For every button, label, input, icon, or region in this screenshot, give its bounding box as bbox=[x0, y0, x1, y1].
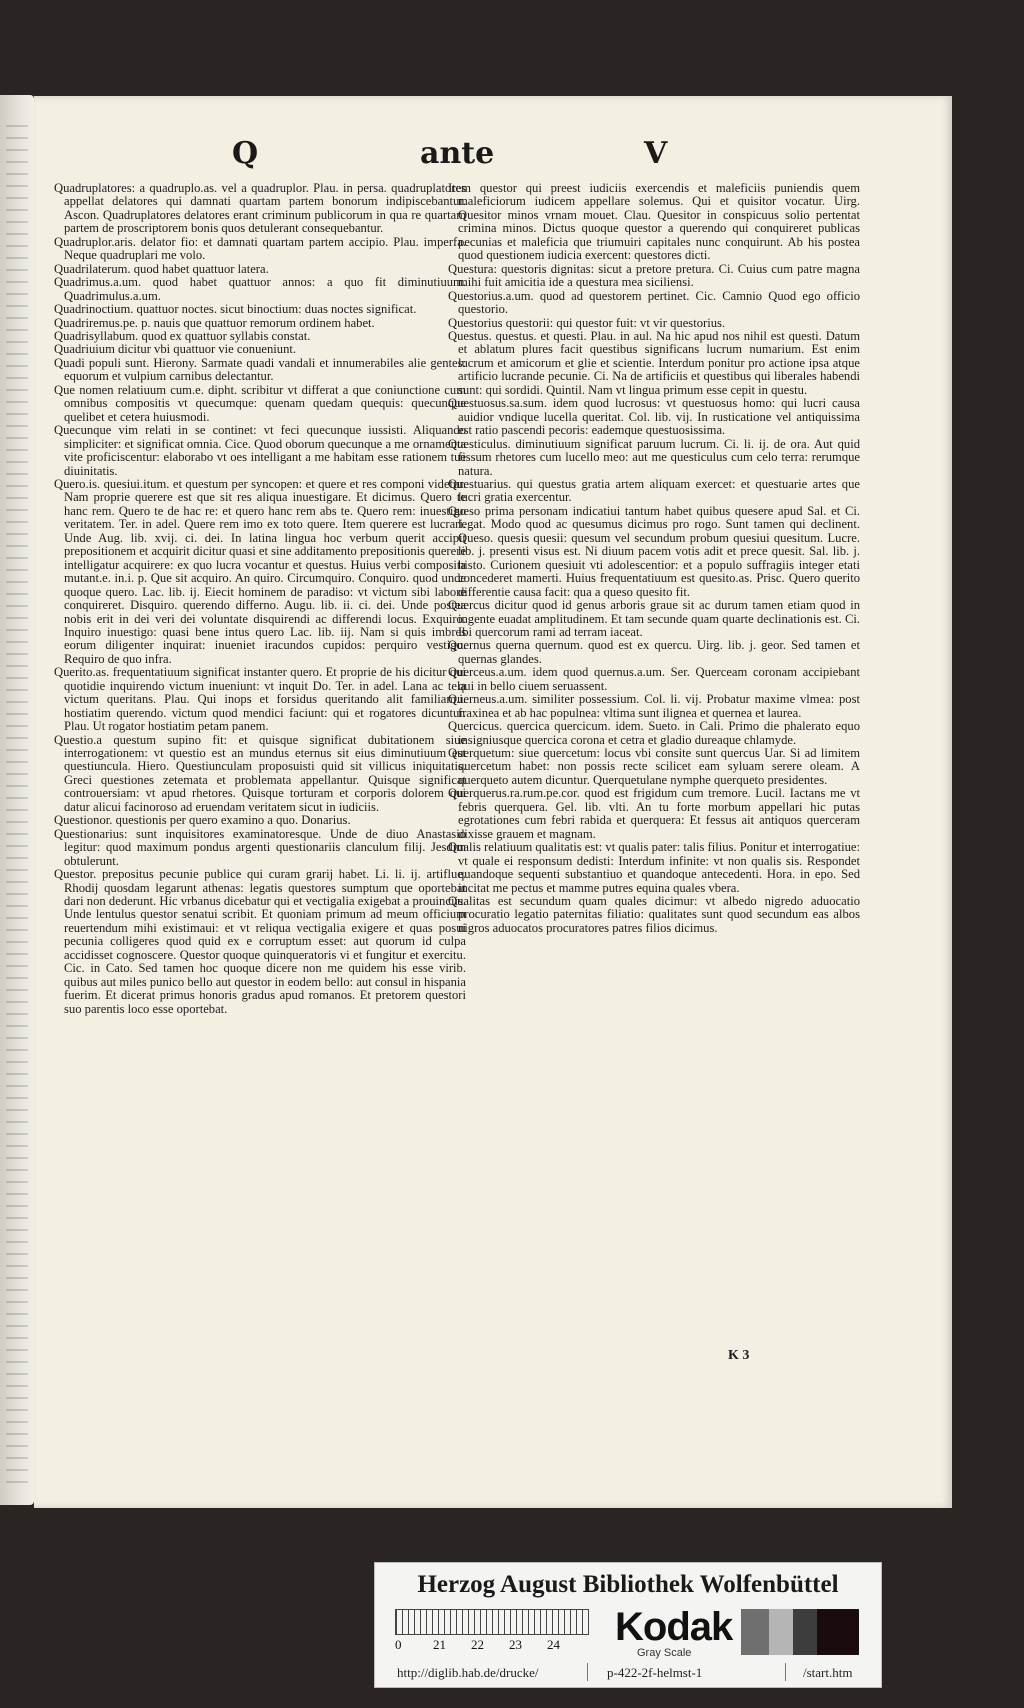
ruler-number: 21 bbox=[433, 1637, 446, 1652]
signature-mark: K 3 bbox=[728, 1348, 750, 1363]
dictionary-entry: Questus. questus. et questi. Plau. in aul. Na hic apud nos nihil est questi. Datum et ablatum plures facit questibus significans lucrum numarium. Est enim lucrum et amicorum et glie et scientie. Interdum ponitur pro actione ipsa atque artificio lucrande pecunie. Ci. Na de artificiis et questibus qui liberales habendi sunt: qui sordidi. Quintil. Nam vt lingua primum esse cepit in questu. bbox=[448, 328, 860, 397]
dictionary-entry: Questura: questoris dignitas: sicut a pretore pretura. Ci. Cuius cum patre magna mihi fuit amicitia ide a questura mea siciliensi. bbox=[448, 261, 860, 290]
ruler-number: 22 bbox=[471, 1637, 484, 1652]
dictionary-entry: Questionarius: sunt inquisitores examinatoresque. Unde de diuo Anastasio legitur: quod maximum pondus argenti questionariis clanculum filij. Jesdim obtulerunt. bbox=[54, 826, 466, 868]
dictionary-entry: Querito.as. frequentatiuum significat instanter quero. Et proprie de his dicitur qui quotidie inquirendo victum inueniunt: vt inquit Do. Ter. in adel. Lana ac tela victum queritans. Plau. Qui inops et forsidus queritando alit familiam.i. hostiatim querendo. victum quod mendici faciunt: qui et rogatores dicuntur. Plau. Ut rogator hostiatim petam panem. bbox=[54, 665, 466, 734]
ruler-number: 24 bbox=[547, 1637, 560, 1652]
adjacent-page-edge bbox=[0, 95, 34, 1505]
right-column bbox=[448, 182, 860, 935]
head-letter-left: Q bbox=[232, 136, 259, 171]
dictionary-entry: Querneus.a.um. similiter possessium. Col. li. vij. Probatur maxime vlmea: post fraxinea et ab hac populnea: vltima sunt ilignea et quernea et laurea. bbox=[448, 692, 860, 720]
dictionary-entry: Quadriremus.pe. p. nauis que quattuor remorum ordinem habet. bbox=[54, 315, 375, 330]
ruler-scale bbox=[395, 1609, 589, 1635]
dictionary-entry: Querquetum: siue quercetum: locus vbi consite sunt quercus Uar. Si ad limitem quercetum habet: non possis recte scilicet eam syluam serere oleam. A querqueto autem dicuntur. Querquetulane nymphe querqueto presidentes. bbox=[448, 746, 860, 787]
dictionary-entry: Queso prima personam indicatiui tantum habet quibus quesere apud Sal. et Ci. legat. Modo quod ac quesumus dicimus pro rogo. Sunt tamen qui declinent. Queso. quesis quesii: quesum vel secundum probum quesiui quesitum. Lucre. lib. j. presenti visus est. Ni diuum pacem votis adit et prece quesit. Sal. lib. j. histo. Curionem quesiuit vti adolescentior: et a populo suffragiis integer etati concederet mamerti. Huius frequentatiuum est quesito.as. Prisc. Quero querito differentie causa facit: qua a queso quesito fit. bbox=[448, 503, 860, 599]
color-target-card bbox=[374, 1562, 882, 1688]
dictionary-entry: Quadrinoctium. quattuor noctes. sicut binoctium: duas noctes significat. bbox=[54, 302, 417, 317]
head-letter-right: V bbox=[644, 136, 668, 171]
dictionary-entry: Item questor qui preest iudiciis exercendis et maleficiis puniendis quem maleficiorum iudicem appellare solemus. Qui et quisitor vocatur. Uirg. Quesitor minos vrnam mouet. Clau. Quesitor in conspicuus solio pertentat crimina minos. Dictus quoque questor a querendo qui conquireret publicas pecunias et maleficia que triumuiri capitales nunc conquirunt. Ab his postea quod questionem iudicia exercent: questores dicti. bbox=[448, 181, 860, 263]
dictionary-entry: Quecunque vim relati in se continet: vt feci quecunque iussisti. Aliquando simpliciter: et significat omnia. Cice. Quod oborum quecunque a me ornamenta vite proficiscentur: elaborabo vt oes intelligant a me habitam esse rationem tue diuinitatis. bbox=[54, 423, 466, 478]
dictionary-entry: Questorius.a.um. quod ad questorem pertinet. Cic. Camnio Quod ego officio questorio. bbox=[448, 288, 860, 317]
head-word-center: ante bbox=[420, 136, 495, 171]
dictionary-entry: Querceus.a.um. idem quod quernus.a.um. Ser. Querceam coronam accipiebant qui in bello ciuem seruassent. bbox=[448, 665, 860, 693]
left-column bbox=[54, 182, 466, 1016]
adjacent-page-lines bbox=[6, 115, 28, 1485]
source-url: http://diglib.hab.de/drucke/ bbox=[397, 1665, 539, 1680]
dictionary-entry: Questorius questorii: qui questor fuit: vt vir questorius. bbox=[448, 315, 726, 330]
gray-patch bbox=[793, 1609, 817, 1655]
dictionary-entry: Quero.is. quesiui.itum. et questum per syncopen: et quere et res componi videtur. Nam proprie querere est que sit res aliqua inuestigare. Et dicimus. Quero te hanc rem. Quero te de hac re: et quero hanc rem abs te. Quero rem: inuestigo veritatem. Ter. in adel. Quere rem imo ex toto quere. Item querere est lucrari. Unde Aug. lib. xvij. ci. dei. In latina lingua hoc verbum querit accipit prepositionem et acquirit dicitur quasi et sine additamento prepositionis querere intelligatur acquirere: ex quo lucra vocantur et questus. Huius verbi composita mutant.e. in.i. p. Que sit acquiro. An quiro. Circumquiro. Conquiro. quod unde quoque quero. Lac. lib. ij. Eiecit hominem de paradiso: vt victum sibi labore conquireret. Disquiro. querendo differno. Augu. lib. ii. ci. dei. Unde postea nobis erit in dei veri dei voluntate disquirendi ac differendi locus. Exquiro. Inquiro inuestigo: quasi bene intus quero Lac. lib. iij. Nam si quis imbres eorum diligenter inquirat: inueniet iracundos cupidos: perquiro vestigo. Requiro de quo infra. bbox=[54, 476, 466, 666]
dictionary-entry: Quadriuium dicitur vbi quattuor vie conueniunt. bbox=[54, 342, 297, 357]
gray-patch bbox=[741, 1609, 769, 1655]
kodak-logo: Kodak bbox=[615, 1605, 733, 1649]
ruler-number: 0 bbox=[395, 1637, 402, 1652]
gray-patch bbox=[769, 1609, 793, 1655]
divider bbox=[587, 1663, 588, 1681]
dictionary-entry: Questio.a questum supino fit: et quisque significat dubitationem siue interrogationem: vt questio est an mundus eternus sit eius diminutiuum est questiuncula. Hiero. Questiunculam proposuisti quid sit villicus iniquitatis. Greci questiones zetemata et problemata appellantur. Quisque significat controuersiam: vt apud rhetores. Quisque torturam et corporis dolorem qui datur alicui facinoroso ad eruendam veritatem sicut in iudiciis. bbox=[54, 732, 466, 814]
dictionary-entry: Questor. prepositus pecunie publice qui curam grarij habet. Li. li. ij. artiflue. Rhodij quosdam legarunt athenas: legatis questores sumptum que oportebat dari non dederunt. Hic vrbanus dicebatur qui et vectigalia exigebat a prouinciis. Unde lentulus questor senatui scribit. Et quoniam primum ad meum officium reuertendum mihi existimaui: et vt reliqua vectigalia exigere et quas posui pecunia colligeres quod quid ex e corruptum esset: aut quorum id culpa accidisset cognoscere. Questor quoque quinqueratoris vi et fungitur et exercitu. Cic. in Cato. Sed tamen hoc quoque dicere non me quidem his esse virib. quibus aut miles punico bello aut questor in eodem bello: aut consul in hispania fuerim. Et dicerat primus honoris gradus apud romanos. Et pretorem questori suo parentis loco esse oportebat. bbox=[54, 867, 466, 1016]
dictionary-entry: Quadrilaterum. quod habet quattuor latera. bbox=[54, 261, 269, 276]
ruler-numbers bbox=[395, 1637, 585, 1653]
dictionary-entry: Quadruplatores: a quadruplo.as. vel a quadruplor. Plau. in persa. quadruplatores appellat delatores qui damnati quartam partem bonorum indipiscebantur. Ascon. Quadruplatores delatores erant criminum publicorum in qua re quartam partem de proscriptorem bonis quos detulerant consequebantur. bbox=[54, 181, 466, 236]
dictionary-entry: Qualis relatiuum qualitatis est: vt qualis pater: talis filius. Ponitur et interrogatiue: vt quale ei responsum dedisti: Interdum infinite: vt non qualis sis. Respondet quandoque sequenti substantiuo et quandoque antecedenti. Hora. in epo. Sed incitat me pectus et mamme putres equina quales vbera. bbox=[448, 840, 861, 895]
book-page bbox=[34, 96, 952, 1508]
gray-scale-label: Gray Scale bbox=[637, 1647, 692, 1659]
gray-patch bbox=[817, 1609, 859, 1655]
dictionary-entry: Querquerus.ra.rum.pe.cor. quod est frigidum cum tremore. Lucil. Iactans me vt febris querquera. Gel. lib. vlti. An tu forte morbum appellari hic putas egrotationes cum febri rabida et querquera: Et fessus ait antiquos querceram dixisse grauem et magnam. bbox=[448, 786, 860, 841]
dictionary-entry: Quadi populi sunt. Hierony. Sarmate quadi vandali et innumerabiles alie gentes: equorum et vulpium carnibus delectantur. bbox=[54, 355, 466, 384]
dictionary-entry: Quadrimus.a.um. quod habet quattuor annos: a quo fit diminutiuum. Quadrimulus.a.um. bbox=[54, 275, 466, 303]
document-id: p-422-2f-helmst-1 bbox=[607, 1665, 703, 1680]
ruler-number: 23 bbox=[509, 1637, 522, 1652]
dictionary-entry: Quernus querna quernum. quod est ex quercu. Uirg. lib. j. geor. Sed tamen et quernas glandes. bbox=[448, 638, 860, 666]
dictionary-entry: Qualitas est secundum quam quales dicimur: vt albedo nigredo aduocatio procuratio legatio paternitas filiatio: qualitates sunt quod secundum eas albos nigros aduocatos procuratores patres filios dicimus. bbox=[448, 894, 860, 935]
dictionary-entry: Quadrisyllabum. quod ex quattuor syllabis constat. bbox=[54, 328, 311, 343]
dictionary-entry: Que nomen relatiuum cum.e. dipht. scribitur vt differat a que coniunctione cum omnibus compositis vt quecumque: quenam quedam quequis: quecunque quelibet et cetera huiusmodi. bbox=[54, 382, 466, 424]
divider bbox=[785, 1663, 786, 1681]
dictionary-entry: Quercus dicitur quod id genus arboris graue sit ac durum tamen etiam quod in ingente euadat amplitudinem. Et tam secunde quam quarte declinationis est. Ci. Ibi quercorum rami ad terram iaceat. bbox=[448, 598, 860, 639]
dictionary-entry: Quercicus. quercica quercicum. idem. Sueto. in Cali. Primo die phalerato equo insigniusque quercica corona et cetra et gladio dureaque chlamyde. bbox=[448, 719, 860, 747]
dictionary-entry: Questuosus.sa.sum. idem quod lucrosus: vt questuosus homo: qui lucri causa auidior vndique lucella queritat. Col. lib. vij. In rusticatione vel antiquissima est ratio pascendi pecoris: eademque questuosissima. bbox=[448, 396, 860, 438]
dictionary-entry: Quadruplor.aris. delator fio: et damnati quartam partem accipio. Plau. imperfa. Neque quadruplari me volo. bbox=[54, 234, 466, 263]
library-name: Herzog August Bibliothek Wolfenbüttel bbox=[417, 1571, 839, 1598]
running-head bbox=[34, 136, 952, 176]
dictionary-entry: Questuarius. qui questus gratia artem aliquam exercet: et questuarie artes que lucri gratia exercentur. bbox=[448, 476, 860, 505]
dictionary-entry: Questionor. questionis per quero examino a quo. Donarius. bbox=[54, 813, 351, 828]
start-path: /start.htm bbox=[803, 1665, 853, 1680]
dictionary-entry: Questiculus. diminutiuum significat paruum lucrum. Ci. li. ij. de ora. Aut quid fissum rhetores cum lucello meo: aut me questiculus cum celo terra: rerumque natura. bbox=[448, 436, 860, 478]
